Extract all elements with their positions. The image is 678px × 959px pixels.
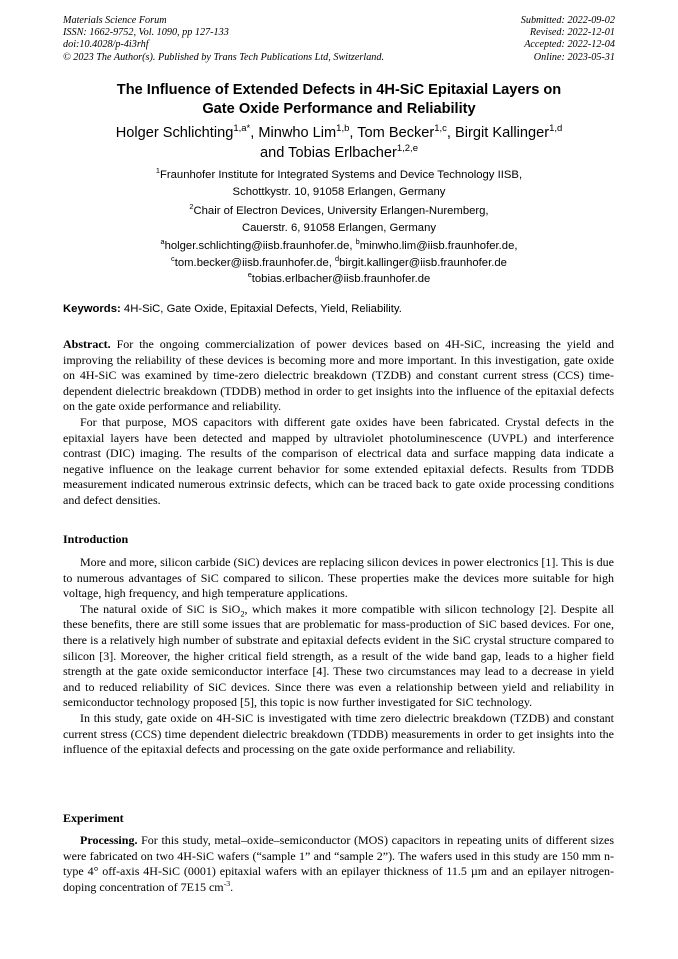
- revised-date: Revised: 2022-12-01: [529, 27, 615, 39]
- dates-header: [521, 15, 615, 64]
- superscript: -3: [223, 878, 231, 888]
- author-name: Tobias Erlbacher: [288, 145, 397, 161]
- email-line-3: [63, 271, 615, 288]
- author-sup: 1,d: [549, 123, 563, 135]
- introduction-heading: Introduction: [63, 532, 129, 546]
- online-date: Online: 2023-05-31: [533, 51, 615, 63]
- abstract: [63, 337, 614, 509]
- affiliation-1: [63, 167, 615, 200]
- title-line-1: The Influence of Extended Defects in 4H-SiC Epitaxial Layers on: [116, 82, 562, 98]
- affiliation-number: 2: [189, 202, 194, 212]
- doi-line: doi:10.4028/p-4i3rhf: [63, 39, 149, 51]
- title-line-2: Gate Oxide Performance and Reliability: [202, 101, 476, 117]
- author-and: and: [260, 145, 285, 161]
- author-sup: 1,c: [434, 123, 447, 135]
- journal-header: [63, 15, 384, 64]
- author-sup: 1,a*: [233, 123, 251, 135]
- affiliation-1-line-1: [63, 167, 615, 184]
- experiment-paragraph-1: [63, 833, 614, 895]
- affiliation-text: Chair of Electron Devices, University Erlangen-Nuremberg,: [193, 205, 489, 217]
- author-sup: 1,2,e: [396, 143, 418, 155]
- journal-name: Materials Science Forum: [63, 15, 167, 26]
- subscript: 2: [240, 609, 245, 619]
- intro-p2-text-cont: , which makes it more compatible with silicon technology [2]. Despite all these benefits, there are still some issues that are problematic for mass-production of SiC based devices. For one, there is a relatively high number of substrate and epitaxial defects evident in the SiC crystal structure compared to silicon [3]. Moreover, the higher critical field strength, as a result of the wide band gap, leads to a higher field strength at the gate oxide semiconductor interface [4]. These two circumstances may lead to a decrease in yield and to reduced reliability of SiC devices. Since there was even a relationship between yield and reliability in semiconductor technology proposed [5], this topic is now further investigated for SiC technology.: [63, 601, 614, 710]
- experiment-text-end: .: [230, 879, 234, 894]
- copyright-line: © 2023 The Author(s). Published by Trans Tech Publications Ltd, Switzerland.: [63, 51, 385, 63]
- experiment-text: For this study, metal–oxide–semiconductor (MOS) capacitors in repeating units of different sizes were fabricated on two 4H-SiC wafers (“sample 1” and “sample 2”). The wafers used in this study are 150 mm n-type 4° off-axis 4H-SiC (0001) epitaxial wafers with an epilayer thickness of 11.5 µm and an epilayer nitrogen-doping concentration of 7E15 cm: [63, 833, 615, 894]
- submitted-date: Submitted: 2022-09-02: [520, 15, 615, 26]
- keywords: [63, 302, 615, 317]
- accepted-date: Accepted: 2022-12-04: [524, 39, 615, 51]
- email-sup: a: [160, 237, 165, 247]
- intro-paragraph-2: [63, 602, 614, 711]
- email-e: tobias.erlbacher@iisb.fraunhofer.de: [251, 273, 431, 285]
- email-sup: c: [171, 253, 175, 263]
- affiliation-2: [63, 203, 615, 236]
- email-sup: d: [335, 253, 340, 263]
- abstract-text: For the ongoing commercialization of power devices based on 4H-SiC, increasing the yield and improving the reliability of these devices is becoming more and more important. In this investigation, gate oxide on 4H-SiC was examined by time-zero dielectric breakdown (TZDB) and constant current stress (CCS) time-dependent dielectric breakdown (TDDB) method in order to get insights into the influence of the epitaxial defects on the gate oxide performance and reliability.: [63, 337, 614, 414]
- experiment-heading: Experiment: [63, 811, 124, 825]
- abstract-label: Abstract.: [63, 337, 111, 351]
- email-sup: e: [247, 270, 252, 280]
- affiliation-number: 1: [155, 166, 160, 176]
- email-sup: b: [355, 237, 360, 247]
- email-line-1: [63, 238, 615, 255]
- email-a: holger.schlichting@iisb.fraunhofer.de,: [164, 240, 353, 252]
- author-sup: 1,b: [336, 123, 350, 135]
- affiliation-2-line-2: Cauerstr. 6, 91058 Erlangen, Germany: [241, 221, 437, 234]
- email-b: minwho.lim@iisb.fraunhofer.de,: [359, 240, 518, 252]
- introduction-body: [63, 555, 614, 758]
- author-name: Tom Becker: [357, 125, 435, 141]
- email-d: birgit.kallinger@iisb.fraunhofer.de: [339, 256, 507, 269]
- issn-line: ISSN: 1662-9752, Vol. 1090, pp 127-133: [63, 27, 229, 39]
- keywords-label: Keywords:: [63, 303, 121, 315]
- paper-title: [63, 81, 615, 119]
- processing-label: Processing.: [80, 833, 138, 847]
- author-name: Holger Schlichting: [115, 125, 234, 141]
- intro-paragraph-3: In this study, gate oxide on 4H-SiC is investigated with time zero dielectric breakdown (TZDB) and constant current stress (CCS) time dependent dielectric breakdown (TDDB) measurements in order to get insights into the influence of the epitaxial defects and processing on the gate oxide performance and reliability.: [63, 710, 614, 757]
- authors-line-1: Holger Schlichting$^{1,a*}$, Minwho Lim$^{1,b}$, Tom Becker$^{1,c}$, Birgit Kallinger$^{1,d}$: [115, 123, 563, 141]
- affiliation-2-line-1: [63, 203, 615, 220]
- abstract-paragraph-2: For that purpose, MOS capacitors with different gate oxides have been fabricated. Crystal defects in the epitaxial layers have been detected and mapped by ultraviolet photoluminescence (UVPL) and interference contrast (DIC) imaging. The results of the comparison of electrical data and surface mapping data indicate a negative influence on the leakage current behavior for some extended epitaxial defects. Results from TDDB measurement indicated numerous extrinsic defects, which can be traced back to gate oxide processing conditions and defect densities.: [63, 414, 614, 507]
- author-name: Birgit Kallinger: [455, 125, 550, 141]
- keywords-text: 4H-SiC, Gate Oxide, Epitaxial Defects, Yield, Reliability.: [123, 303, 402, 315]
- author-list: [63, 123, 615, 163]
- abstract-paragraph-1: [63, 337, 614, 415]
- intro-paragraph-1: More and more, silicon carbide (SiC) devices are replacing silicon devices in power electronics [1]. This is due to numerous advantages of SiC compared to silicon. These properties make the devices more suitable for high voltage, high frequency, and high temperature applications.: [63, 555, 614, 601]
- email-c: tom.becker@iisb.fraunhofer.de,: [174, 256, 332, 269]
- email-line-2: [63, 255, 615, 272]
- affiliation-1-line-2: Schottkystr. 10, 91058 Erlangen, Germany: [232, 185, 446, 198]
- experiment-body: [63, 833, 614, 895]
- intro-p2-text: The natural oxide of SiC is SiO: [80, 601, 241, 616]
- email-block: [63, 238, 615, 288]
- authors-line-2: [63, 143, 615, 163]
- author-name: Minwho Lim: [258, 125, 337, 141]
- affiliation-text: Fraunhofer Institute for Integrated Systems and Device Technology IISB,: [159, 169, 523, 181]
